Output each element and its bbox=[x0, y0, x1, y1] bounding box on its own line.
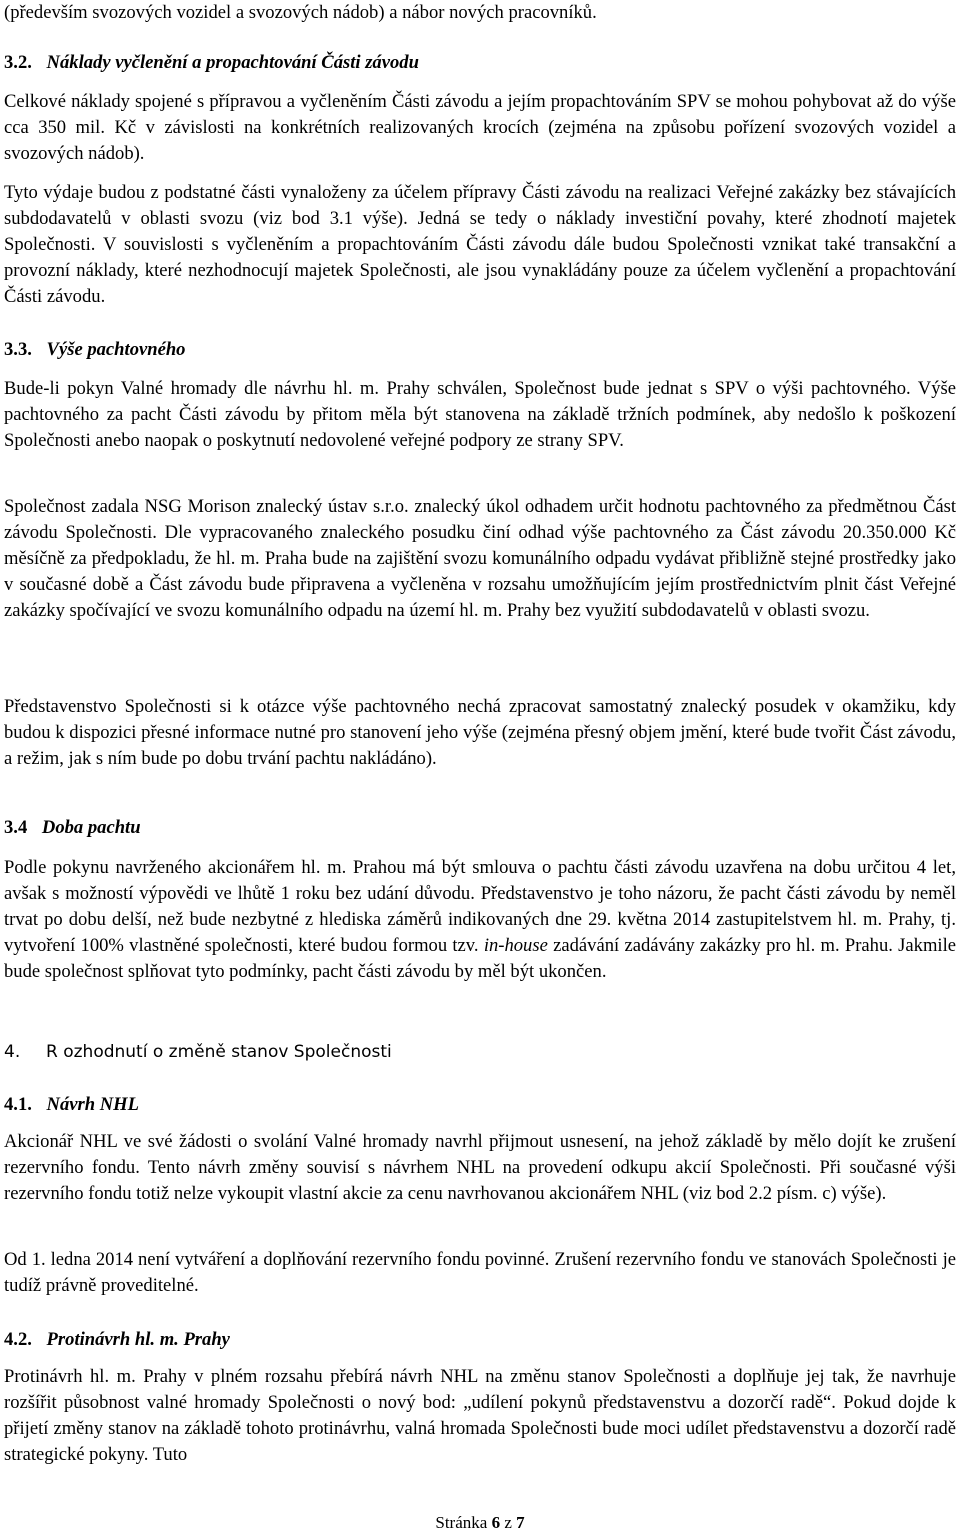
paragraph-4-1-1: Akcionář NHL ve své žádosti o svolání Valné hromady navrhl přijmout usnesení, na jehož základě by mělo dojít ke zrušení rezervního fondu. Tento návrh změny souvisí s návrhem NHL na provedení odkupu akcií Společnosti. Při současné výši rezervního fondu totiž nelze vykoupit vlastní akcie za cenu navrhovanou akcionářem NHL (viz bod 2.2 písm. c) výše). bbox=[4, 1131, 956, 1204]
footer-label: Stránka bbox=[435, 1513, 488, 1532]
heading-3-4 bbox=[4, 815, 141, 841]
paragraph-4-2-1: Protinávrh hl. m. Prahy v plném rozsahu přebírá návrh NHL na změnu stanov Společnosti a doplňuje jej tak, že navrhuje rozšířit působnost valné hromady Společnosti o nový bod: „udílení pokynů představenstvu a dozorčí radě“. Pokud dojde k přijetí změny stanov na základě tohoto protinávrhu, valná hromada Společnosti bude moci udílet představenstvu a dozorčí radě strategické pokyny. Tuto bbox=[4, 1366, 956, 1465]
footer-current-page: 6 bbox=[491, 1513, 501, 1532]
paragraph-3-4-1-italic: in-house bbox=[483, 935, 548, 956]
paragraph-3-2-2: Tyto výdaje budou z podstatné části vynaloženy za účelem přípravy Části závodu na realizaci Veřejné zakázky bez stávajících subdodavatelů v oblasti svozu (viz bod 3.1 výše). Jedná se tedy o náklady investiční povahy, které zhodnotí majetek Společnosti. V souvislosti s vyčleněním a propachtováním Části závodu dále budou Společnosti vznikat také transakční a provozní náklady, které nezhodnocují majetek Společnosti, ale jsou vynakládány pouze za účelem vyčlenění a propachtování Části závodu. bbox=[4, 182, 956, 307]
heading-3-3-title: Výše pachtovného bbox=[46, 339, 186, 360]
paragraph-3-3-1: Bude-li pokyn Valné hromady dle návrhu hl. m. Prahy schválen, Společnost bude jednat s SPV o výši pachtovného. Výše pachtovného za pacht Části závodu by přitom měla být stanovena na základě tržních podmínek, aby nedošlo k poškození Společnosti anebo naopak o poskytnutí nedovolené veřejné podpory ze strany SPV. bbox=[4, 378, 956, 451]
heading-3-3 bbox=[4, 337, 185, 363]
heading-4-1-number: 4.1. bbox=[4, 1094, 32, 1115]
paragraph-3-2-1: Celkové náklady spojené s přípravou a vyčleněním Části závodu a jejím propachtováním SPV se mohou pohybovat až do výše cca 350 mil. Kč v závislosti na konkrétních realizovaných krocích (zejména na způsobu pořízení svozových vozidel a svozových nádob). bbox=[4, 91, 956, 164]
heading-4-1 bbox=[4, 1092, 139, 1118]
paragraph-4-1-2: Od 1. ledna 2014 není vytváření a doplňování rezervního fondu povinné. Zrušení rezervního fondu ve stanovách Společnosti je tudíž právně proveditelné. bbox=[4, 1249, 956, 1296]
paragraph-3-3-3: Představenstvo Společnosti si k otázce výše pachtovného nechá zpracovat samostatný znalecký posudek v okamžiku, kdy budou k dispozici přesné informace nutné pro stanovení jeho výše (zejména přesný objem jmění, které bude tvořit Část závodu, a režim, jak s ním bude po dobu trvání pachtu nakládáno). bbox=[4, 696, 956, 769]
heading-3-4-title: Doba pachtu bbox=[41, 817, 141, 838]
heading-3-4-number: 3.4 bbox=[4, 817, 28, 838]
footer-total-pages: 7 bbox=[516, 1513, 525, 1532]
paragraph-3-4-1-text-b: zadávání zadávány zakázky pro hl. m. Prahu. Jakmile bude společnost splňovat tyto podmínky, pacht části závodu by měl být ukončen. bbox=[4, 935, 956, 982]
page-footer bbox=[0, 1513, 960, 1533]
heading-4-number: 4. bbox=[4, 1042, 21, 1062]
heading-4-2-number: 4.2. bbox=[4, 1329, 32, 1350]
paragraph-3-3-2: Společnost zadala NSG Morison znalecký ústav s.r.o. znalecký úkol odhadem určit hodnotu pachtovného za předmětnou Část závodu Společnosti. Dle vypracovaného znaleckého posudku činí odhad výše pachtovného za Část závodu 20.350.000 Kč měsíčně za předpokladu, že hl. m. Praha bude na zajištění svozu komunálního odpadu vydávat přibližně stejné prostředky jako v současné době a Část závodu bude připravena a vyčleněna v rozsahu umožňujícím jejím prostřednictvím plnit část Veřejné zakázky spočívající ve svozu komunálního odpadu na území hl. m. Prahy bez využití subdodavatelů v oblasti svozu. bbox=[4, 496, 956, 621]
paragraph-3-4-1-text-a: Podle pokynu navrženého akcionářem hl. m. Prahou má být smlouva o pachtu části závodu uzavřena na dobu určitou 4 let, avšak s možností výpovědi ve lhůtě 1 roku bez udání důvodu. Představenstvo je toho názoru, že pacht části závodu by neměl trvat po dobu delší, než bude nezbytné z hlediska záměrů indikovaných dne 29. května 2014 zastupitelstvem hl. m. Prahy, tj. vytvoření 100% vlastněné společnosti, které budou formou tzv. bbox=[4, 857, 956, 956]
heading-4-1-title: Návrh NHL bbox=[46, 1094, 139, 1115]
heading-4-2-title: Protinávrh hl. m. Prahy bbox=[46, 1329, 230, 1350]
heading-3-2 bbox=[4, 50, 419, 76]
heading-3-2-number: 3.2. bbox=[4, 52, 32, 73]
footer-separator: z bbox=[504, 1513, 512, 1532]
heading-4-title: R ozhodnutí o změně stanov Společnosti bbox=[46, 1042, 392, 1062]
heading-4 bbox=[4, 1039, 392, 1065]
heading-3-3-number: 3.3. bbox=[4, 339, 32, 360]
paragraph-3-4-1 bbox=[4, 855, 956, 985]
heading-4-2 bbox=[4, 1327, 230, 1353]
heading-3-2-title: Náklady vyčlenění a propachtování Části závodu bbox=[46, 52, 419, 73]
intro-line: (především svozových vozidel a svozových nádob) a nábor nových pracovníků. bbox=[4, 2, 597, 23]
